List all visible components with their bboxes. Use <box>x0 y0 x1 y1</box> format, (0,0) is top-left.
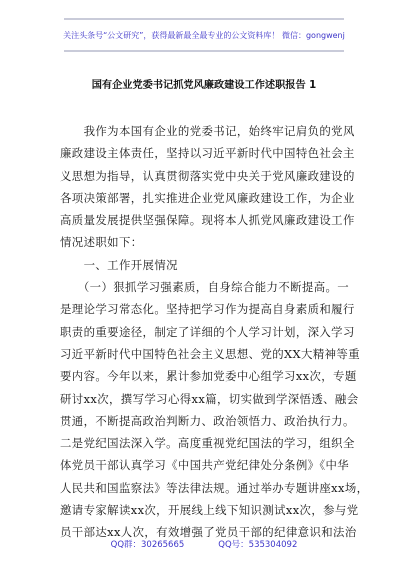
body-line: 职责的重要途径，制定了详细的个人学习计划，深入学习 <box>60 324 355 339</box>
footer-contact <box>0 538 408 550</box>
header-banner <box>64 18 344 52</box>
body-line: 邀请专家解读xx次，开展线上线下知识测试xx次，参与党 <box>60 503 359 518</box>
body-line: 是理论学习常态化。坚持把学习作为提高自身素质和履行 <box>60 302 355 317</box>
body-line: 高质量发展提供坚强保障。现将本人抓党风廉政建设工作 <box>60 213 355 228</box>
document-body <box>60 120 369 544</box>
body-line: 研讨xx次，撰写学习心得xx篇，切实做到学深悟透、融会 <box>60 391 359 406</box>
body-line: 各项决策部署，扎实推进企业党风廉政建设工作，为企业 <box>60 190 355 205</box>
document-title: 国有企业党委书记抓党风廉政建设工作述职报告 1 <box>91 80 317 91</box>
header-banner-text: 关注头条号“公文研究”，获得最新最全最专业的公文资料库！ 微信：gongwenj <box>63 30 345 40</box>
body-line: 义思想为指导，认真贯彻落实党中央关于党风廉政建设的 <box>60 168 355 183</box>
body-line: 情况述职如下： <box>60 235 143 250</box>
body-line: （一）狠抓学习强素质，自身综合能力不断提高。一 <box>60 280 350 295</box>
section-heading: 一、工作开展情况 <box>60 257 178 272</box>
body-line: 人民共和国监察法》等法律法规。通过举办专题讲座xx场， <box>60 480 369 495</box>
body-line: 要内容。今年以来，累计参加党委中心组学习xx次，专题 <box>60 369 357 384</box>
body-line: 我作为本国有企业的党委书记，始终牢记肩负的党风 <box>60 124 355 138</box>
footer-qq-number: QQ号：535304092 <box>218 540 298 550</box>
body-line: 员干部达xx人次，有效增强了党员干部的纪律意识和法治 <box>60 525 357 540</box>
body-line: 二是党纪国法深入学。高度重视党纪国法的学习，组织全 <box>60 436 355 451</box>
body-line: 廉政建设主体责任，坚持以习近平新时代中国特色社会主 <box>60 146 355 161</box>
body-line: 体党员干部认真学习《中国共产党纪律处分条例》《中华 <box>60 458 350 473</box>
body-line: 习近平新时代中国特色社会主义思想、党的XX大精神等重 <box>60 346 360 361</box>
footer-qq-group: QQ群：30265665 <box>110 540 185 550</box>
body-line: 贯通，不断提高政治判断力、政治领悟力、政治执行力。 <box>60 413 355 428</box>
